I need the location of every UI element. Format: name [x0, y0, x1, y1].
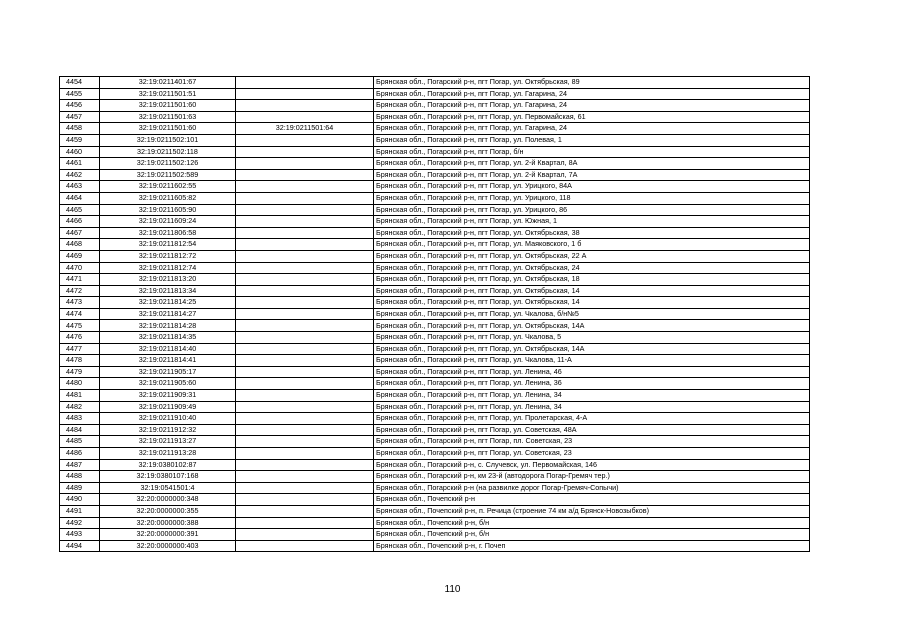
cadastral-number-cell: 32:19:0211609:24: [100, 216, 236, 228]
row-number-cell: 4481: [60, 390, 100, 402]
row-number-cell: 4486: [60, 448, 100, 460]
related-cadastral-number-cell: [236, 100, 374, 112]
address-cell: Брянская обл., Погарский р-н, пгт Погар, ул. Гагарина, 24: [374, 100, 810, 112]
address-cell: Брянская обл., Погарский р-н, пгт Погар, ул. Ленина, 46: [374, 366, 810, 378]
row-number-cell: 4474: [60, 308, 100, 320]
related-cadastral-number-cell: [236, 424, 374, 436]
cadastral-number-cell: 32:19:0211812:74: [100, 262, 236, 274]
cadastral-number-cell: 32:19:0211814:27: [100, 308, 236, 320]
related-cadastral-number-cell: [236, 181, 374, 193]
row-number-cell: 4493: [60, 529, 100, 541]
row-number-cell: 4487: [60, 459, 100, 471]
row-number-cell: 4471: [60, 274, 100, 286]
table-row: [60, 401, 810, 413]
table-row: [60, 332, 810, 344]
address-cell: Брянская обл., Погарский р-н, пгт Погар, ул. Урицкого, 86: [374, 204, 810, 216]
table-row: [60, 505, 810, 517]
related-cadastral-number-cell: [236, 494, 374, 506]
address-cell: Брянская обл., Погарский р-н, пгт Погар, ул. Октябрьская, 14: [374, 297, 810, 309]
table-row: [60, 285, 810, 297]
cadastral-number-cell: 32:19:0211501:63: [100, 111, 236, 123]
row-number-cell: 4458: [60, 123, 100, 135]
related-cadastral-number-cell: [236, 355, 374, 367]
address-cell: Брянская обл., Погарский р-н, пгт Погар, ул. Ленина, 36: [374, 378, 810, 390]
address-cell: Брянская обл., Погарский р-н, пгт Погар, ул. Гагарина, 24: [374, 88, 810, 100]
address-cell: Брянская обл., Почепский р-н: [374, 494, 810, 506]
address-cell: Брянская обл., Погарский р-н, пгт Погар, ул. Маяковского, 1 б: [374, 239, 810, 251]
row-number-cell: 4483: [60, 413, 100, 425]
row-number-cell: 4482: [60, 401, 100, 413]
related-cadastral-number-cell: [236, 413, 374, 425]
table-row: [60, 494, 810, 506]
row-number-cell: 4478: [60, 355, 100, 367]
table-row: [60, 158, 810, 170]
related-cadastral-number-cell: [236, 192, 374, 204]
address-cell: Брянская обл., Почепский р-н, п. Речица (строение 74 км а/д Брянск-Новозыбков): [374, 505, 810, 517]
related-cadastral-number-cell: [236, 274, 374, 286]
address-cell: Брянская обл., Погарский р-н, пгт Погар, ул. Урицкого, 84А: [374, 181, 810, 193]
table-row: [60, 448, 810, 460]
related-cadastral-number-cell: [236, 517, 374, 529]
related-cadastral-number-cell: [236, 471, 374, 483]
table-row: [60, 250, 810, 262]
cadastral-number-cell: 32:20:0000000:403: [100, 540, 236, 552]
cadastral-number-cell: 32:19:0380107:168: [100, 471, 236, 483]
table-row: [60, 134, 810, 146]
row-number-cell: 4457: [60, 111, 100, 123]
related-cadastral-number-cell: [236, 250, 374, 262]
address-cell: Брянская обл., Погарский р-н, пгт Погар, ул. Октябрьская, 22 А: [374, 250, 810, 262]
related-cadastral-number-cell: [236, 285, 374, 297]
table-row: [60, 169, 810, 181]
address-cell: Брянская обл., Погарский р-н, пгт Погар, ул. Ленина, 34: [374, 390, 810, 402]
table-row: [60, 239, 810, 251]
table-row: [60, 517, 810, 529]
related-cadastral-number-cell: [236, 343, 374, 355]
cadastral-number-cell: 32:19:0211909:31: [100, 390, 236, 402]
cadastral-number-cell: 32:19:0211814:28: [100, 320, 236, 332]
table-row: [60, 355, 810, 367]
address-cell: Брянская обл., Погарский р-н, пгт Погар, ул. Южная, 1: [374, 216, 810, 228]
cadastral-number-cell: 32:19:0211913:28: [100, 448, 236, 460]
table-row: [60, 366, 810, 378]
address-cell: Брянская обл., Погарский р-н, с. Случевск, ул. Первомайская, 146: [374, 459, 810, 471]
related-cadastral-number-cell: [236, 401, 374, 413]
table-row: [60, 274, 810, 286]
cadastral-number-cell: 32:19:0211812:54: [100, 239, 236, 251]
address-cell: Брянская обл., Погарский р-н, пгт Погар, ул. Урицкого, 118: [374, 192, 810, 204]
row-number-cell: 4475: [60, 320, 100, 332]
related-cadastral-number-cell: [236, 146, 374, 158]
row-number-cell: 4476: [60, 332, 100, 344]
table-row: [60, 111, 810, 123]
page-number: 110: [444, 584, 461, 595]
cadastral-number-cell: 32:20:0000000:391: [100, 529, 236, 541]
related-cadastral-number-cell: [236, 482, 374, 494]
cadastral-number-cell: 32:19:0211602:55: [100, 181, 236, 193]
cadastral-number-cell: 32:19:0211502:101: [100, 134, 236, 146]
address-cell: Брянская обл., Погарский р-н, пгт Погар, ул. Октябрьская, 14: [374, 285, 810, 297]
related-cadastral-number-cell: [236, 332, 374, 344]
cadastral-number-cell: 32:19:0211913:27: [100, 436, 236, 448]
row-number-cell: 4480: [60, 378, 100, 390]
row-number-cell: 4463: [60, 181, 100, 193]
cadastral-number-cell: 32:19:0211813:34: [100, 285, 236, 297]
row-number-cell: 4460: [60, 146, 100, 158]
related-cadastral-number-cell: [236, 459, 374, 471]
related-cadastral-number-cell: [236, 308, 374, 320]
address-cell: Брянская обл., Погарский р-н, пгт Погар, ул. Советская, 48А: [374, 424, 810, 436]
address-cell: Брянская обл., Погарский р-н, пгт Погар, пл. Советская, 23: [374, 436, 810, 448]
row-number-cell: 4479: [60, 366, 100, 378]
row-number-cell: 4467: [60, 227, 100, 239]
address-cell: Брянская обл., Погарский р-н (на развилке дорог Погар-Гремяч-Сопычи): [374, 482, 810, 494]
related-cadastral-number-cell: [236, 227, 374, 239]
related-cadastral-number-cell: [236, 436, 374, 448]
address-cell: Брянская обл., Погарский р-н, пгт Погар, ул. Гагарина, 24: [374, 123, 810, 135]
row-number-cell: 4464: [60, 192, 100, 204]
table-body: [60, 77, 810, 552]
row-number-cell: 4462: [60, 169, 100, 181]
related-cadastral-number-cell: [236, 77, 374, 89]
cadastral-number-cell: 32:19:0211605:82: [100, 192, 236, 204]
cadastral-number-cell: 32:19:0211814:41: [100, 355, 236, 367]
related-cadastral-number-cell: [236, 169, 374, 181]
address-cell: Брянская обл., Погарский р-н, пгт Погар, ул. Ленина, 34: [374, 401, 810, 413]
table-row: [60, 77, 810, 89]
row-number-cell: 4454: [60, 77, 100, 89]
address-cell: Брянская обл., Почепский р-н, г. Почеп: [374, 540, 810, 552]
cadastral-number-cell: 32:19:0541501:4: [100, 482, 236, 494]
address-cell: Брянская обл., Погарский р-н, пгт Погар, ул. 2-й Квартал, 8А: [374, 158, 810, 170]
cadastral-number-cell: 32:19:0211814:25: [100, 297, 236, 309]
cadastral-number-cell: 32:19:0380102:87: [100, 459, 236, 471]
table-row: [60, 343, 810, 355]
related-cadastral-number-cell: [236, 158, 374, 170]
address-cell: Брянская обл., Погарский р-н, пгт Погар, ул. Октябрьская, 14А: [374, 343, 810, 355]
address-cell: Брянская обл., Погарский р-н, пгт Погар, ул. Советская, 23: [374, 448, 810, 460]
row-number-cell: 4488: [60, 471, 100, 483]
cadastral-number-cell: 32:19:0211912:32: [100, 424, 236, 436]
address-cell: Брянская обл., Погарский р-н, км 23-й (автодорога Погар-Гремяч тер.): [374, 471, 810, 483]
table-row: [60, 482, 810, 494]
related-cadastral-number-cell: [236, 88, 374, 100]
address-cell: Брянская обл., Погарский р-н, пгт Погар, ул. Октябрьская, 38: [374, 227, 810, 239]
related-cadastral-number-cell: [236, 204, 374, 216]
cadastral-number-cell: 32:19:0211806:58: [100, 227, 236, 239]
data-table: [59, 76, 810, 552]
cadastral-number-cell: 32:19:0211501:60: [100, 123, 236, 135]
cadastral-number-cell: 32:19:0211813:20: [100, 274, 236, 286]
row-number-cell: 4485: [60, 436, 100, 448]
table-row: [60, 471, 810, 483]
row-number-cell: 4489: [60, 482, 100, 494]
address-cell: Брянская обл., Погарский р-н, пгт Погар, б/н: [374, 146, 810, 158]
cadastral-number-cell: 32:19:0211812:72: [100, 250, 236, 262]
row-number-cell: 4490: [60, 494, 100, 506]
row-number-cell: 4470: [60, 262, 100, 274]
cadastral-number-cell: 32:19:0211502:589: [100, 169, 236, 181]
table-row: [60, 390, 810, 402]
row-number-cell: 4477: [60, 343, 100, 355]
cadastral-number-cell: 32:20:0000000:348: [100, 494, 236, 506]
cadastral-number-cell: 32:20:0000000:355: [100, 505, 236, 517]
related-cadastral-number-cell: [236, 262, 374, 274]
table-row: [60, 100, 810, 112]
table-row: [60, 181, 810, 193]
row-number-cell: 4459: [60, 134, 100, 146]
related-cadastral-number-cell: [236, 448, 374, 460]
address-cell: Брянская обл., Погарский р-н, пгт Погар, ул. Октябрьская, 89: [374, 77, 810, 89]
cadastral-number-cell: 32:19:0211910:40: [100, 413, 236, 425]
address-cell: Брянская обл., Погарский р-н, пгт Погар, ул. Октябрьская, 18: [374, 274, 810, 286]
cadastral-number-cell: 32:19:0211905:60: [100, 378, 236, 390]
row-number-cell: 4491: [60, 505, 100, 517]
address-cell: Брянская обл., Погарский р-н, пгт Погар, ул. Пролетарская, 4-А: [374, 413, 810, 425]
address-cell: Брянская обл., Почепский р-н, б/н: [374, 517, 810, 529]
related-cadastral-number-cell: [236, 390, 374, 402]
address-cell: Брянская обл., Почепский р-н, б/н: [374, 529, 810, 541]
related-cadastral-number-cell: [236, 378, 374, 390]
cadastral-number-cell: 32:20:0000000:388: [100, 517, 236, 529]
table-row: [60, 529, 810, 541]
row-number-cell: 4466: [60, 216, 100, 228]
cadastral-number-cell: 32:19:0211501:51: [100, 88, 236, 100]
table-row: [60, 146, 810, 158]
cadastral-number-cell: 32:19:0211814:35: [100, 332, 236, 344]
related-cadastral-number-cell: 32:19:0211501:64: [236, 123, 374, 135]
cadastral-number-cell: 32:19:0211905:17: [100, 366, 236, 378]
related-cadastral-number-cell: [236, 366, 374, 378]
row-number-cell: 4494: [60, 540, 100, 552]
cadastral-number-cell: 32:19:0211401:67: [100, 77, 236, 89]
related-cadastral-number-cell: [236, 320, 374, 332]
table-row: [60, 378, 810, 390]
cadastral-number-cell: 32:19:0211605:90: [100, 204, 236, 216]
cadastral-number-cell: 32:19:0211502:126: [100, 158, 236, 170]
address-cell: Брянская обл., Погарский р-н, пгт Погар, ул. Чкалова, б/н№5: [374, 308, 810, 320]
table-row: [60, 459, 810, 471]
related-cadastral-number-cell: [236, 239, 374, 251]
address-cell: Брянская обл., Погарский р-н, пгт Погар, ул. Полевая, 1: [374, 134, 810, 146]
row-number-cell: 4473: [60, 297, 100, 309]
related-cadastral-number-cell: [236, 134, 374, 146]
related-cadastral-number-cell: [236, 297, 374, 309]
table-row: [60, 227, 810, 239]
table-row: [60, 424, 810, 436]
table-row: [60, 320, 810, 332]
cadastral-number-cell: 32:19:0211501:60: [100, 100, 236, 112]
table-row: [60, 192, 810, 204]
cadastral-number-cell: 32:19:0211814:40: [100, 343, 236, 355]
address-cell: Брянская обл., Погарский р-н, пгт Погар, ул. Чкалова, 11-А: [374, 355, 810, 367]
table-row: [60, 436, 810, 448]
related-cadastral-number-cell: [236, 111, 374, 123]
table-row: [60, 123, 810, 135]
related-cadastral-number-cell: [236, 505, 374, 517]
table-row: [60, 297, 810, 309]
cadastral-number-cell: 32:19:0211909:49: [100, 401, 236, 413]
address-cell: Брянская обл., Погарский р-н, пгт Погар, ул. Октябрьская, 24: [374, 262, 810, 274]
row-number-cell: 4468: [60, 239, 100, 251]
table-row: [60, 540, 810, 552]
row-number-cell: 4469: [60, 250, 100, 262]
row-number-cell: 4465: [60, 204, 100, 216]
address-cell: Брянская обл., Погарский р-н, пгт Погар, ул. Чкалова, 5: [374, 332, 810, 344]
table-row: [60, 308, 810, 320]
table-row: [60, 88, 810, 100]
row-number-cell: 4455: [60, 88, 100, 100]
row-number-cell: 4461: [60, 158, 100, 170]
address-cell: Брянская обл., Погарский р-н, пгт Погар, ул. 2-й Квартал, 7А: [374, 169, 810, 181]
row-number-cell: 4484: [60, 424, 100, 436]
related-cadastral-number-cell: [236, 216, 374, 228]
table-row: [60, 413, 810, 425]
cadastral-number-cell: 32:19:0211502:118: [100, 146, 236, 158]
row-number-cell: 4472: [60, 285, 100, 297]
address-cell: Брянская обл., Погарский р-н, пгт Погар, ул. Первомайская, 61: [374, 111, 810, 123]
row-number-cell: 4492: [60, 517, 100, 529]
table-row: [60, 204, 810, 216]
row-number-cell: 4456: [60, 100, 100, 112]
address-cell: Брянская обл., Погарский р-н, пгт Погар, ул. Октябрьская, 14А: [374, 320, 810, 332]
table-row: [60, 262, 810, 274]
table-row: [60, 216, 810, 228]
related-cadastral-number-cell: [236, 540, 374, 552]
related-cadastral-number-cell: [236, 529, 374, 541]
